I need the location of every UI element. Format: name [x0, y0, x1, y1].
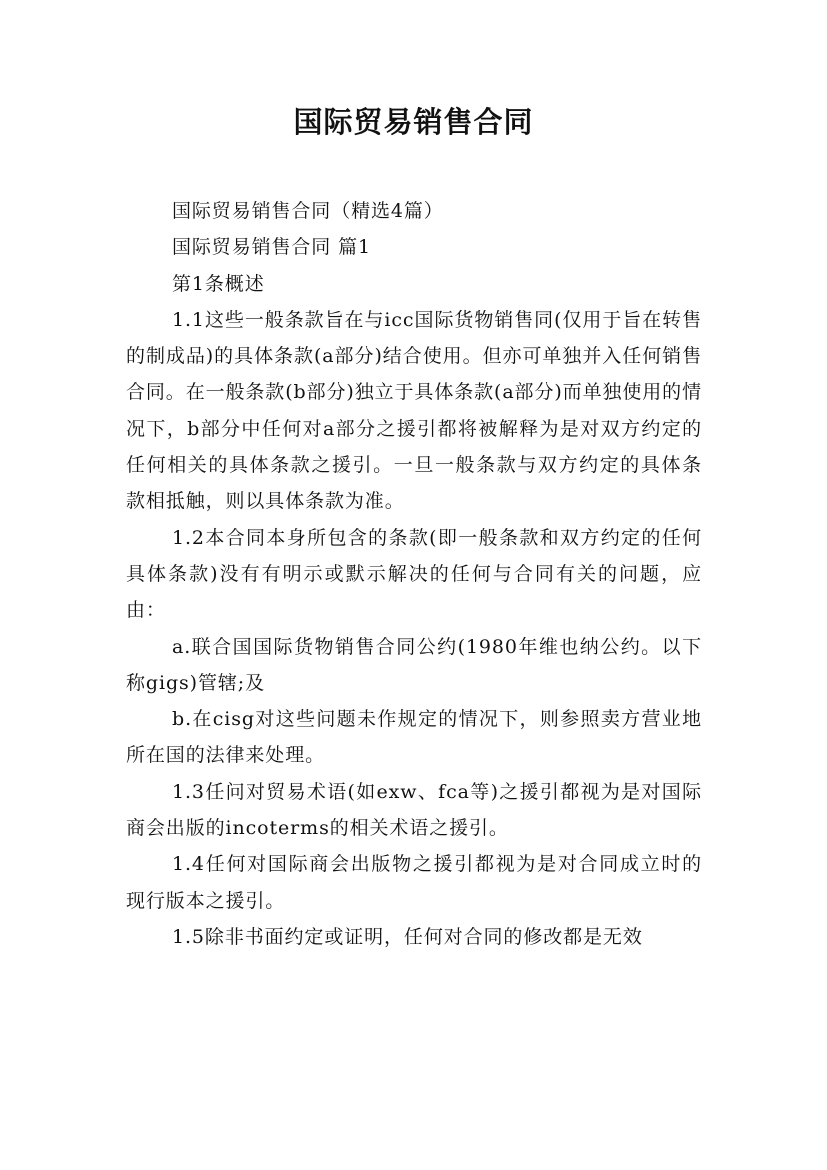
- paragraph-clause-1-2: 1.2本合同本身所包含的条款(即一般条款和双方约定的任何具体条款)没有有明示或默示解决的任何与合同有关的问题，应由：: [126, 526, 702, 622]
- paragraph-article-heading: 第1条概述: [172, 272, 265, 295]
- paragraph-clause-1-5: 1.5除非书面约定或证明，任何对合同的修改都是无效: [172, 925, 643, 948]
- paragraph-subtitle: 国际贸易销售合同（精选4篇）: [172, 200, 444, 222]
- document-title: 国际贸易销售合同: [293, 105, 534, 139]
- paragraph-clause-1-2-b: b.在cisg对这些问题未作规定的情况下，则参照卖方营业地所在国的法律来处理。: [126, 708, 702, 767]
- paragraph-clause-1-2-a: a.联合国国际货物销售合同公约(1980年维也纳公约。以下称gigs)管辖;及: [126, 635, 702, 694]
- paragraph-clause-1-1: 1.1这些一般条款旨在与icc国际货物销售同(仅用于旨在转售的制成品)的具体条款(a部分)结合使用。但亦可单独并入任何销售合同。在一般条款(b部分)独立于具体条款(a部分)而单独使用的情况下，b部分中任何对a部分之援引都将被解释为是对双方约定的任何相关的具体条款之援引。一旦一般条款与双方约定的具体条款相抵触，则以具体条款为准。: [126, 308, 702, 513]
- paragraph-part-heading: 国际贸易销售合同 篇1: [172, 236, 372, 259]
- paragraph-clause-1-4: 1.4任何对国际商会出版物之援引都视为是对合同成立时的现行版本之援引。: [126, 853, 702, 912]
- paragraph-clause-1-3: 1.3任问对贸易术语(如exw、fca等)之援引都视为是对国际商会出版的incoterms的相关术语之援引。: [126, 780, 702, 840]
- document-body: [126, 193, 702, 955]
